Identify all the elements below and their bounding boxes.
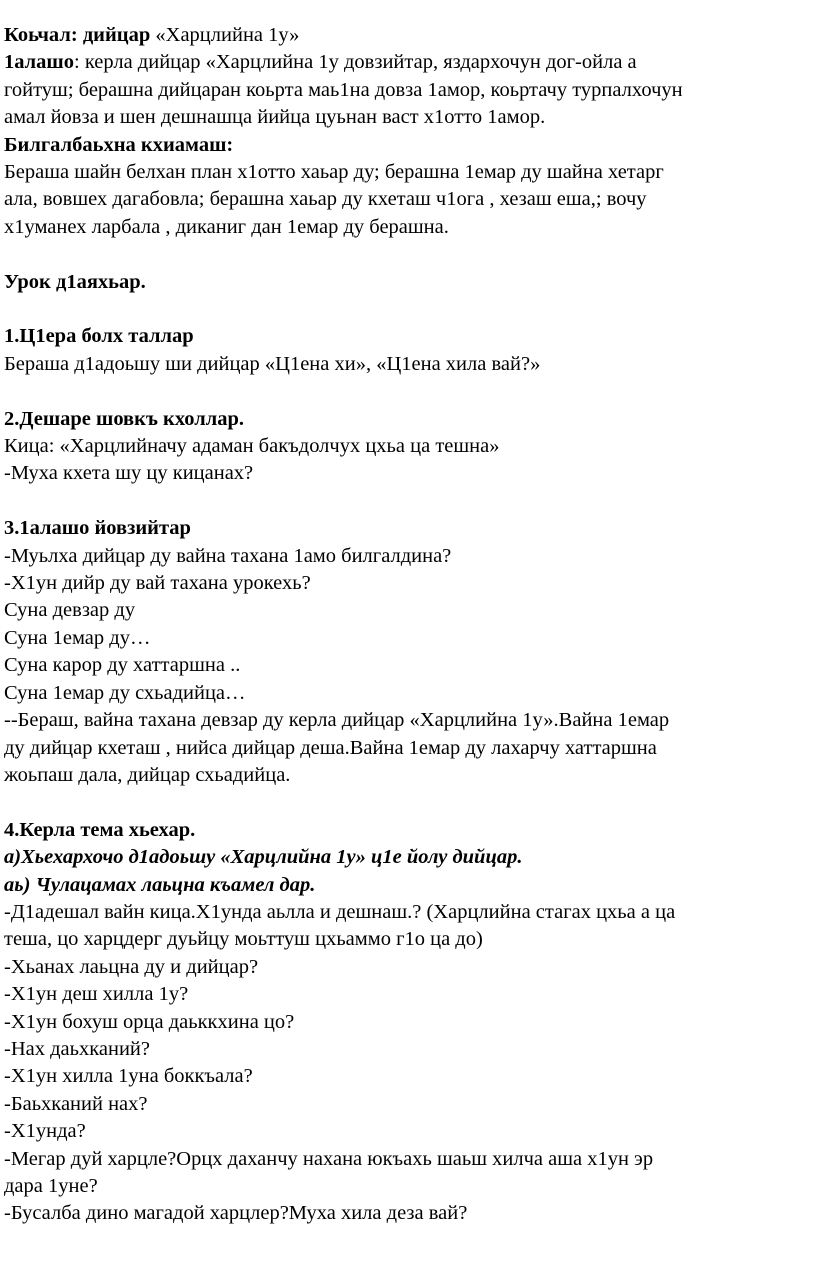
section-3-line: --Бераш, вайна тахана девзар ду керла дийцар «Харцлийна 1у».Вайна 1емар [4, 709, 670, 732]
spacer [4, 296, 816, 323]
skills-line-3: х1уманех ларбала , диканиг дан 1емар ду берашна. [4, 215, 449, 238]
section-4-line: -Х1унда? [4, 1120, 86, 1143]
section-4-line: -Мегар дуй харцле?Орцх даханчу нахана юкъахь шаьш хилча аша х1ун эр [4, 1147, 654, 1170]
spacer [4, 241, 816, 268]
topic-value: «Харцлийна 1у» [150, 24, 300, 46]
section-1-line: Бераша д1адоьшу ши дийцар «Ц1ена хи», «Ц1ена хила вай?» [4, 352, 541, 375]
spacer [4, 378, 816, 405]
section-2-line: Кица: «Харцлийначу адаман бакъдолчух цхьа ца тешна» [4, 435, 500, 458]
lesson-title: Урок д1аяхьар. [4, 270, 146, 293]
goal-line-3: амал йовза и шен дешнашца йийца цуьнан васт х1отто 1амор. [4, 106, 546, 129]
topic-label: Коьчал: дийцар [4, 24, 151, 46]
section-3-line: жоьпаш дала, дийцар схьадийца. [4, 763, 291, 786]
section-4-line: дара 1уне? [4, 1174, 98, 1197]
section-3-line: -Х1ун дийр ду вай тахана урокехь? [4, 572, 311, 595]
section-2-line: -Муха кхета шу цу кицанах? [4, 462, 254, 485]
section-4-line: -Х1ун хилла 1уна боккъала? [4, 1065, 253, 1088]
spacer [4, 789, 816, 816]
section-1-title: 1.Ц1ера болх таллар [4, 325, 194, 348]
topic-line [4, 22, 816, 49]
section-3-line: -Муьлха дийцар ду вайна тахана 1амо билгалдина? [4, 544, 452, 567]
section-3-line: Суна девзар ду [4, 599, 136, 622]
section-4-line: -Бусалба дино магадой харцлер?Муха хила деза вай? [4, 1202, 468, 1225]
goal-label: 1алашо [4, 51, 74, 74]
section-3-title: 3.1алашо йовзийтар [4, 517, 191, 540]
section-4-line: -Д1адешал вайн кица.Х1унда аьлла и дешнаш.? (Харцлийна стагах цхьа а ца [4, 900, 676, 923]
skills-label: Билгалбаьхна кхиамаш: [4, 133, 234, 156]
section-4-subtitle-ab: аь) Чулацамах лаьцна къамел дар. [4, 873, 316, 896]
section-4-line: -Баьхканий нах? [4, 1092, 148, 1115]
spacer [4, 488, 816, 515]
goal-line-1 [4, 49, 816, 76]
section-4-subtitle-a: а)Хьехархочо д1адоьшу «Харцлийна 1у» ц1е йолу дийцар. [4, 846, 523, 869]
section-3-line: ду дийцар кхеташ , нийса дийцар деша.Вайна 1емар ду лахарчу хаттаршна [4, 736, 657, 759]
section-3-line: Суна карор ду хаттаршна .. [4, 654, 241, 677]
goal-line-2: гойтуш; берашна дийцаран коьрта маь1на довза 1амор, коьртачу турпалхочун [4, 78, 683, 101]
section-4-line: -Х1ун бохуш орца даьккхина цо? [4, 1010, 295, 1033]
skills-line-1: Бераша шайн белхан план х1отто хаьар ду; берашна 1емар ду шайна хетарг [4, 161, 664, 184]
section-4-line: -Хьанах лаьцна ду и дийцар? [4, 955, 259, 978]
section-4-line: -Нах даьхканий? [4, 1037, 150, 1060]
section-4-line: теша, цо харцдерг дуьйцу моьттуш цхьаммо г1о ца до) [4, 928, 483, 951]
section-4-title: 4.Керла тема хьехар. [4, 818, 196, 841]
section-3-line: Суна 1емар ду… [4, 626, 151, 649]
section-4-line: -Х1ун деш хилла 1у? [4, 983, 189, 1006]
section-3-line: Суна 1емар ду схьадийцa… [4, 681, 246, 704]
section-2-title: 2.Дешаре шовкъ кхоллар. [4, 407, 245, 430]
skills-line-2: ала, вовшех дагабовла; берашна хаьар ду кхеташ ч1ога , хезаш еша,; вочу [4, 188, 647, 211]
goal-text-1: : керла дийцар «Харцлийна 1у довзийтар, яздархочун дог-ойла а [74, 51, 637, 74]
